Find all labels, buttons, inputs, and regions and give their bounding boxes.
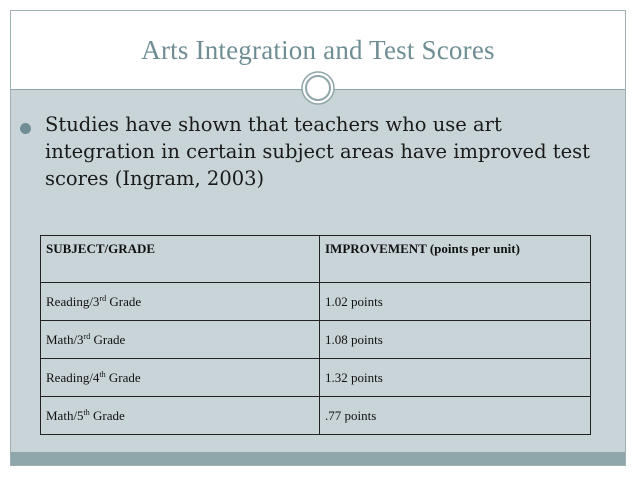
improvement-cell: 1.32 points [320, 359, 591, 397]
circle-ornament-icon [300, 70, 336, 106]
subject-cell: Math/3rd Grade [41, 321, 320, 359]
subject-cell: Math/5th Grade [41, 397, 320, 435]
improvement-table [40, 235, 591, 435]
bullet-text: Studies have shown that teachers who use art integration in certain subject areas have improved test scores (Ingram, 2003) [45, 113, 590, 190]
subject-cell: Reading/4th Grade [41, 359, 320, 397]
improvement-cell: 1.02 points [320, 283, 591, 321]
improvement-cell: 1.08 points [320, 321, 591, 359]
subject-cell: Reading/3rd Grade [41, 283, 320, 321]
table-row [41, 359, 591, 397]
improvement-cell: .77 points [320, 397, 591, 435]
table-row [41, 283, 591, 321]
bullet-dot-icon [20, 123, 31, 134]
table-header-row [41, 236, 591, 283]
table-row [41, 397, 591, 435]
header-improvement: IMPROVEMENT (points per unit) [320, 236, 591, 283]
header-subject-grade: SUBJECT/GRADE [41, 236, 320, 283]
slide-title: Arts Integration and Test Scores [141, 35, 495, 65]
bottom-accent-bar [11, 452, 625, 465]
table-row [41, 321, 591, 359]
